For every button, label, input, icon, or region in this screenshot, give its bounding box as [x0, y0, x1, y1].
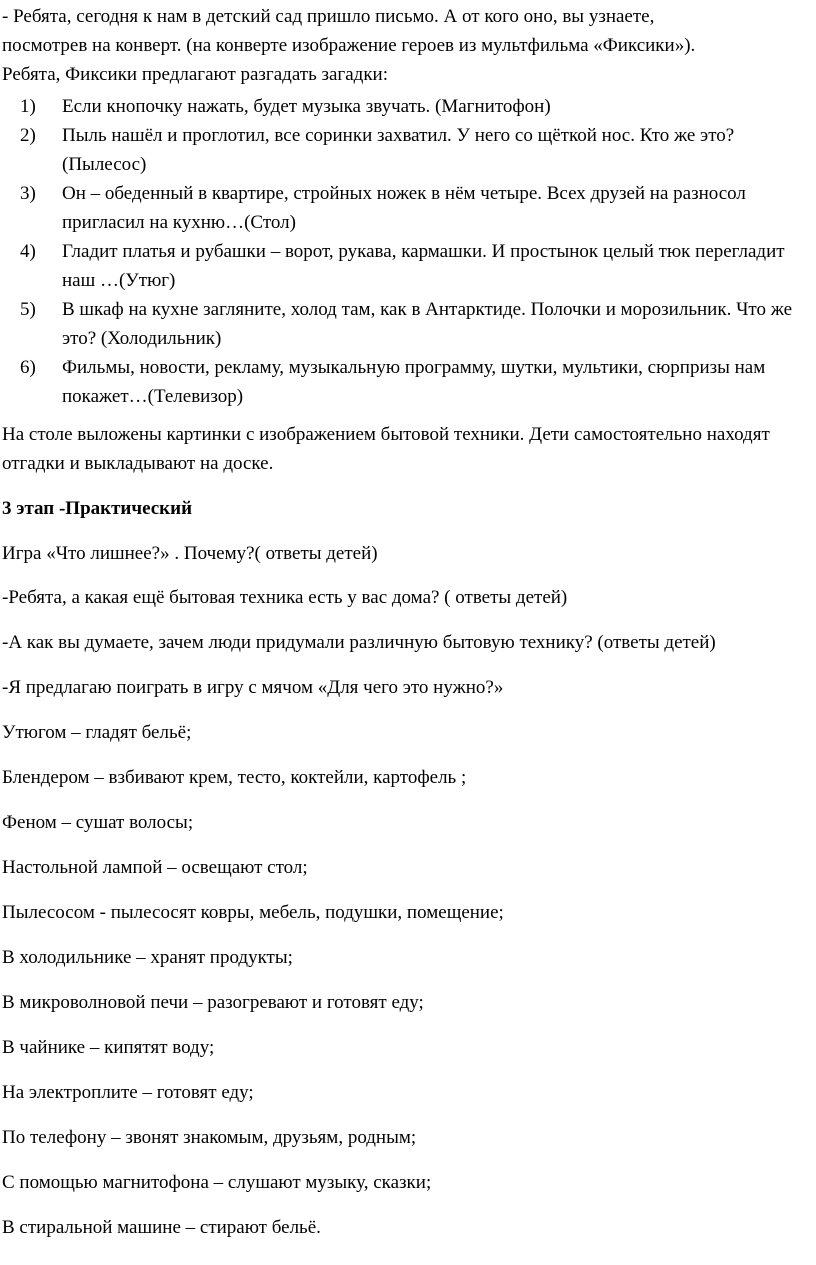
intro-line: посмотрев на конверт. (на конверте изображение героев из мультфильма «Фиксики»).: [2, 35, 696, 56]
riddle-number: 1): [20, 96, 36, 117]
text-line: В стиральной машине – стирают бельё.: [2, 1217, 321, 1238]
text-line: Феном – сушат волосы;: [2, 812, 194, 833]
intro-line: - Ребята, сегодня к нам в детский сад пришло письмо. А от кого оно, вы узнаете,: [2, 6, 655, 27]
text-line: По телефону – звонят знакомым, друзьям, родным;: [2, 1127, 417, 1148]
riddle-item: [20, 353, 810, 411]
pictures-paragraph: На столе выложены картинки с изображением бытовой техники. Дети самостоятельно находят отгадки и выкладывают на доске.: [2, 424, 770, 474]
text-line: Блендером – взбивают крем, тесто, коктейли, картофель ;: [2, 767, 467, 788]
text-line: -А как вы думаете, зачем люди придумали различную бытовую технику? (ответы детей): [2, 632, 716, 653]
text-line: На электроплите – готовят еду;: [2, 1082, 254, 1103]
riddle-text: Он – обеденный в квартире, стройных ножек в нём четыре. Всех друзей на разносол пригласил на кухню…(Стол): [62, 183, 746, 233]
text-line: В холодильнике – хранят продукты;: [2, 947, 293, 968]
text-line: -Я предлагаю поиграть в игру с мячом «Для чего это нужно?»: [2, 677, 504, 698]
riddle-text: Гладит платья и рубашки – ворот, рукава, кармашки. И простынок целый тюк перегладит наш …(Утюг): [62, 241, 785, 291]
riddles-list: [20, 92, 810, 411]
stage-heading: 3 этап -Практический: [2, 498, 193, 519]
text-line: В микроволновой печи – разогревают и готовят еду;: [2, 992, 424, 1013]
text-line: В чайнике – кипятят воду;: [2, 1037, 215, 1058]
intro-paragraph: [2, 2, 810, 89]
text-line: Игра «Что лишнее?» . Почему?( ответы детей): [2, 543, 378, 564]
riddle-number: 3): [20, 183, 36, 204]
riddle-number: 6): [20, 357, 36, 378]
riddle-number: 2): [20, 125, 36, 146]
text-line: Утюгом – гладят бельё;: [2, 722, 192, 743]
text-line: Настольной лампой – освещают стол;: [2, 857, 308, 878]
riddle-text: Пыль нашёл и проглотил, все соринки захватил. У него со щёткой нос. Кто же это? (Пылесос): [62, 125, 735, 175]
text-line: -Ребята, а какая ещё бытовая техника есть у вас дома? ( ответы детей): [2, 587, 568, 608]
riddle-item: [20, 179, 810, 237]
riddle-number: 4): [20, 241, 36, 262]
riddle-item: [20, 295, 810, 353]
riddle-item: [20, 121, 810, 179]
text-line: С помощью магнитофона – слушают музыку, сказки;: [2, 1172, 432, 1193]
riddle-item: [20, 237, 810, 295]
riddle-number: 5): [20, 299, 36, 320]
riddle-text: Если кнопочку нажать, будет музыка звучать. (Магнитофон): [62, 96, 551, 117]
riddle-text: В шкаф на кухне загляните, холод там, как в Антарктиде. Полочки и морозильник. Что же это? (Холодильник): [62, 299, 793, 349]
riddle-item: [20, 92, 810, 121]
text-line: Пылесосом - пылесосят ковры, мебель, подушки, помещение;: [2, 902, 504, 923]
intro-line: Ребята, Фиксики предлагают разгадать загадки:: [2, 64, 388, 85]
riddle-text: Фильмы, новости, рекламу, музыкальную программу, шутки, мультики, сюрпризы нам покажет…(Телевизор): [62, 357, 766, 407]
